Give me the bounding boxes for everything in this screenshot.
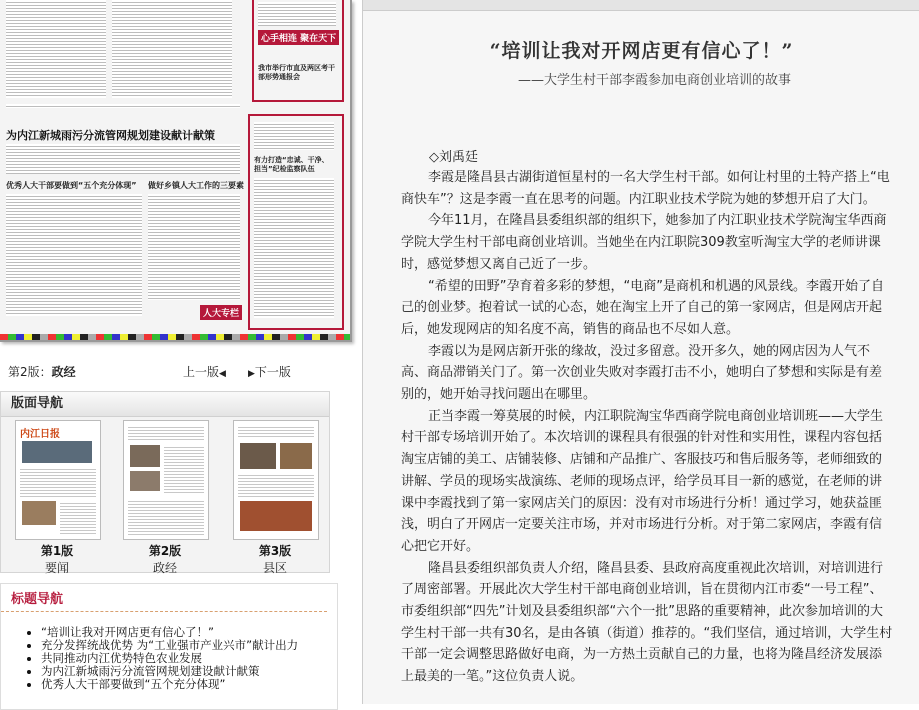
next-page-link[interactable]: ▶下一版 — [248, 365, 291, 379]
title-nav-panel — [0, 583, 338, 710]
triangle-left-icon: ◀ — [219, 369, 226, 379]
title-nav-item[interactable]: • 为内江新城雨污分流管网规划建设献计献策 — [41, 665, 337, 678]
page-thumbnail[interactable] — [233, 420, 319, 540]
prev-page-link[interactable]: 上一版◀ — [183, 365, 226, 379]
paper-headline: 为内江新城雨污分流管网规划建设献计献策 — [6, 129, 215, 142]
article-paragraph: “希望的田野”孕育着多彩的梦想，“电商”是商机和机遇的风景线。李霞开始了自己的创业梦。抱着试一试的心态，她在淘宝上开了自己的第一家网店，但是网店开起后，她发现网店的知名度不高，销售的商品也不尽如人意。 — [401, 278, 884, 337]
page-number-link[interactable]: 第2版 — [148, 544, 182, 558]
title-nav-item[interactable]: • 共同推动内江优势特色农业发展 — [41, 652, 337, 665]
article-body — [401, 167, 893, 688]
article-panel — [362, 0, 919, 704]
article-author: ◇刘禹廷 — [429, 150, 478, 165]
article-subtitle: ——大学生村干部李霞参加电商创业培训的故事 — [517, 73, 791, 88]
article-paragraph: 今年11月，在隆昌县委组织部的组织下，她参加了内江职业技术学院淘宝华西商学院大学生村干部电商创业培训。当她坐在内江职院309教室听淘宝大学的老师讲课时，感觉梦想又离自己近了一步。 — [401, 213, 887, 272]
paper-banner: 人大专栏 — [200, 305, 242, 320]
paper-headline: 做好乡镇人大工作的三要素 — [148, 181, 244, 190]
article-paragraph: 李霞是隆昌县古湖街道恒星村的一名大学生村干部。如何让村里的土特产搭上“电商快车”？这是李霞一直在思考的问题。内江职业技术学院为她的梦想开启了大门。 — [401, 170, 890, 207]
article-paragraph: 李霞以为是网店新开张的缘故，没过多留意。没开多久，她的网店因为人气不高、商品滞销关门了。第一次创业失败对李霞打击不小，她明白了梦想和实际是有差别的，她开始寻找问题出在哪里。 — [401, 343, 883, 403]
layout-nav-panel — [0, 391, 330, 573]
page-thumb-1[interactable] — [15, 420, 99, 576]
title-nav-title: 标题导航 — [1, 584, 327, 612]
page-section-label: 县区 — [262, 561, 287, 575]
current-page-label: 第2版：政经 — [8, 365, 76, 379]
print-color-bar — [0, 334, 350, 340]
article-paragraph: 隆昌县委组织部负责人介绍，隆昌县委、县政府高度重视此次培训，对培训进行了周密部署。开展此次大学生村干部电商创业培训，旨在贯彻内江市委“一号工程”、市委组织部“四先”计划及县委组织部“六个一批”思路的重要精神，此次参加培训的大学生村干部一共有30名，是由各镇（街道）推荐的。“我们坚信，通过培训，大学生村干部一定会调整思路做好电商，为一方热土贡献自己的力量，也将为隆昌经济发展添上最美的一笔。”这位负责人说。 — [401, 560, 893, 685]
paper-headline: 优秀人大干部要做到“五个充分体现” — [6, 181, 137, 190]
layout-nav-title: 版面导航 — [1, 392, 329, 417]
page-number-link[interactable]: 第1版 — [40, 544, 74, 558]
page-section-label: 政经 — [152, 561, 177, 575]
article-top-bar — [363, 0, 919, 11]
left-sidebar — [0, 0, 358, 704]
title-nav-list — [1, 626, 337, 691]
page-section-label: 要闻 — [44, 561, 69, 575]
paper-banner: 心手相连 聚在天下 — [258, 30, 339, 45]
title-nav-item[interactable]: • 优秀人大干部要做到“五个充分体现” — [41, 678, 337, 691]
page-number-link[interactable]: 第3版 — [258, 544, 292, 558]
title-nav-item[interactable]: • “培训让我对开网店更有信心了！” — [41, 626, 337, 639]
newspaper-page-preview[interactable] — [0, 0, 352, 342]
paper-headline: 我市举行市直及两区考干部形势通报会 — [258, 64, 335, 81]
title-nav-item[interactable]: • 充分发挥统战优势 为“工业强市产业兴市”献计出力 — [41, 639, 337, 652]
thumb-masthead: 内江日报 — [20, 429, 60, 440]
page-thumb-3[interactable] — [233, 420, 317, 576]
triangle-right-icon: ▶ — [248, 369, 255, 379]
article-title: “培训让我对开网店更有信心了！” — [489, 40, 794, 62]
page-thumbnail[interactable] — [123, 420, 209, 540]
page-thumb-2[interactable] — [123, 420, 207, 576]
article-paragraph: 正当李霞一筹莫展的时候，内江职院淘宝华西商学院电商创业培训班——大学生村干部专场培训开始了。本次培训的课程具有很强的针对性和实用性，课程内容包括淘宝店铺的美工、店铺装修、店铺和产品推广、客服技巧和售后服务等，老师细致的讲解、学员的现场实战演练、老师的现场点评，给学员耳目一新的感觉，在老师的讲课中李霞找到了第一家网店关门的原因：没有对市场进行分析！通过学习，她获益匪浅，明白了开网店一定要关注市场，并对市场进行分析。对于第二家网店，李霞有信心把它开好。 — [401, 408, 884, 554]
page-thumbnail[interactable] — [15, 420, 101, 540]
paper-headline: 有力打造“忠诚、干净、担当”纪检监察队伍 — [254, 156, 329, 173]
